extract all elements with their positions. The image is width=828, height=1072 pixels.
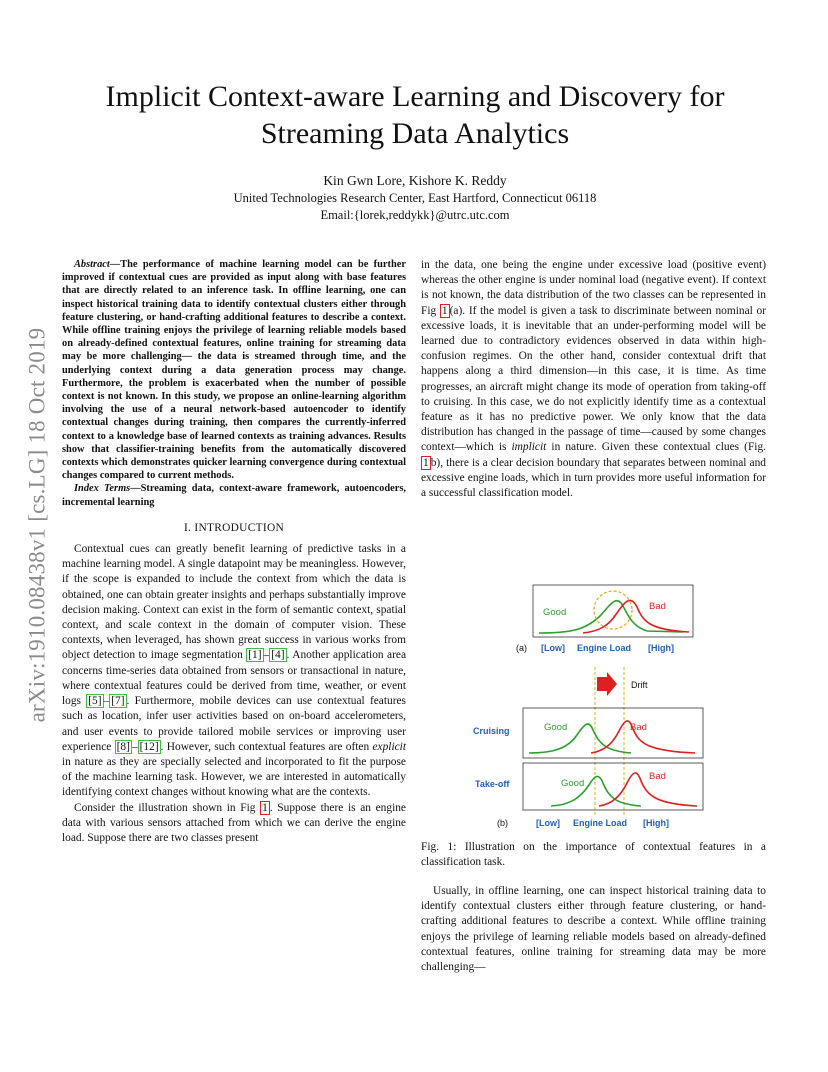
- figure-1: [421, 575, 766, 835]
- text-run: (a). If the model is given a task to discriminate between nominal or excessive loads, it is inevitable that an under-performing model will be learned due to contradictory evidences observed in data within high-confusion regimes. On the other hand, consider contextual drift that happens along a third dimension—in this case, it is time. As time progresses, an aircraft might change its mode of operation from taking-off to cruising. In this case, we do not explicitly identify time as a contextual feature as it has no predictive power. We only know that the data distribution has changed in the passage of time—caused by some changes context—which is: [421, 304, 766, 454]
- arxiv-sidebar-stamp: [22, 290, 52, 760]
- citation-link[interactable]: [5]: [88, 695, 102, 708]
- section-number: I.: [183, 521, 195, 534]
- drift-arrow-icon: [597, 672, 617, 696]
- right-paragraph-2: Usually, in offline learning, one can inspect historical training data to identify contextual clusters either through feature clustering, or hand-crafting additional features to describe a context. While offline training enjoys the privilege of learning reliable models based on already-defined contextual features, online training for streaming data may be more challenging—: [421, 885, 766, 974]
- bad-label-takeoff: Bad: [649, 771, 666, 782]
- cruising-label: Cruising: [473, 726, 510, 736]
- right-paragraph-1: [421, 258, 766, 501]
- index-terms: [62, 482, 406, 508]
- intro-paragraph-1: [62, 542, 406, 800]
- abstract-text: —The performance of machine learning model can be further improved if contextual cues are provided as input along with base features that are directly related to an inference task. In offline learning, one can inspect historical training data to identify contextual clusters either through feature clustering, or hand-crafting additional features to describe a context. While offline training enjoys the privilege of learning reliable models based on already-defined contextual features, online training for streaming data may be more challenging— the data is streamed through time, and the underlying context during a data generation process may change. Furthermore, the problem is exacerbated when the number of possible context is not known. In this study, we propose an online-learning algorithm involving the use of a neural network-based autoencoder to identify contextual changes during training, then compares the currently-inferred context to a knowledge base of learned contexts as training advances. Results show that classifier-training benefits from the automatically discovered contexts which demonstrates quicker learning convergence during contextual changes compared to current methods.: [62, 259, 406, 482]
- citation-link[interactable]: [4]: [271, 649, 285, 662]
- citation-link[interactable]: [7]: [111, 695, 125, 708]
- intro-paragraph-2: [62, 801, 406, 847]
- authors: Kin Gwn Lore, Kishore K. Reddy: [323, 173, 507, 188]
- text-run: . Furthermore, mobile devices can use contextual features such as location, infer user activities based on on-board accelerometers, and user events to provide tailored mobile services or improving user experience: [62, 695, 406, 753]
- good-label-a: Good: [543, 607, 567, 618]
- axis-high-b: [High]: [643, 818, 669, 828]
- text-run: . However, such contextual features are often: [160, 740, 373, 753]
- text-run: –: [131, 740, 138, 753]
- right-column-bottom: [421, 884, 766, 975]
- text-run: . Suppose there is an engine data with various sensors attached from which we can derive the engine load. Suppose there are two classes present: [62, 801, 406, 844]
- abstract: [62, 258, 406, 482]
- drift-label: Drift: [631, 680, 648, 690]
- figure-ref-link[interactable]: 1: [423, 456, 429, 469]
- citation-link[interactable]: [12]: [139, 740, 159, 753]
- text-run: in nature. Given these contextual clues (Fig.: [546, 441, 766, 454]
- section-title-rest: NTRODUCTION: [198, 521, 285, 534]
- figure-ref-link[interactable]: 1: [262, 801, 268, 814]
- axis-mid-b: Engine Load: [573, 818, 627, 828]
- takeoff-label: Take-off: [475, 779, 510, 789]
- emphasis: implicit: [511, 441, 547, 454]
- abstract-label: Abstract: [74, 259, 110, 270]
- axis-low-b: [Low]: [536, 818, 560, 828]
- text-run: Contextual cues can greatly benefit learning of predictive tasks in a machine learning model. A single datapoint may be meaningless. However, if the scope is expanded to include the context from which the data is obtained, one can obtain greater insights and perhaps substantially improve decision making. Context can exist in the form of semantic context, spatial context, and scale context in the domain of computer vision. These contexts, when leveraged, has shown great success in various works from object detection to image segmentation: [62, 543, 406, 662]
- arxiv-id: arXiv:1910.08438v1 [cs.LG] 18 Oct 2019: [24, 327, 50, 723]
- overlap-circle: [594, 591, 632, 629]
- citation-link[interactable]: [1]: [248, 649, 262, 662]
- left-column: [62, 258, 406, 846]
- email: Email:{lorek,reddykk}@utrc.utc.com: [320, 208, 510, 222]
- figure-ref-link[interactable]: 1: [441, 304, 448, 317]
- text-run: . Another application area concerns time-series data obtained from sensors or transactional in nature, where contextual features could be derived from time, weather, or event logs: [62, 649, 407, 708]
- panel-b-label: (b): [497, 818, 508, 828]
- text-run: Consider the illustration shown in Fig: [74, 801, 261, 814]
- good-label-takeoff: Good: [561, 778, 585, 789]
- text-run: in nature as they are specially selected and incorporated to fit the purpose of the machine learning task. However, we are interested in automatically identifying context changes without knowing what are the contexts.: [62, 755, 406, 799]
- bad-label-a: Bad: [649, 601, 666, 612]
- bad-curve-takeoff: [599, 773, 697, 806]
- citation-link[interactable]: [8]: [116, 740, 130, 753]
- good-label-cruising: Good: [544, 722, 568, 733]
- axis-mid-a: Engine Load: [577, 643, 631, 653]
- takeoff-box: [523, 763, 703, 810]
- text-run: –: [103, 695, 110, 708]
- panel-a-label: (a): [516, 643, 527, 653]
- section-first-letter: I: [194, 521, 199, 534]
- section-heading: [62, 521, 406, 536]
- right-column-top: [421, 258, 766, 501]
- bad-label-cruising: Bad: [630, 722, 647, 733]
- text-run: in the data, one being the engine under excessive load (positive event) whereas the other engine is under nominal load (negative event). If context is not known, the data distribution of the two classes can be represented in Fig: [421, 259, 766, 317]
- title-line-2: Streaming Data Analytics: [260, 117, 570, 150]
- affiliation: United Technologies Research Center, East Hartford, Connecticut 06118: [233, 191, 597, 205]
- figure-caption: Fig. 1: Illustration on the importance of contextual features in a classification task.: [421, 841, 766, 869]
- index-label: Index Terms: [74, 483, 131, 495]
- title-line-1: Implicit Context-aware Learning and Discovery for: [105, 80, 725, 113]
- figure-1-diagram: [421, 575, 766, 835]
- paper-title: [60, 78, 770, 152]
- emphasis: explicit: [372, 740, 406, 753]
- text-run: –: [263, 649, 270, 662]
- axis-low-a: [Low]: [541, 643, 565, 653]
- text-run: b), there is a clear decision boundary that separates between nominal and excessive engine loads, which in turn provides more useful information for a successful classification model.: [421, 456, 766, 500]
- axis-high-a: [High]: [648, 643, 674, 653]
- index-text: —Streaming data, context-aware framework, autoencoders, incremental learning: [62, 483, 406, 508]
